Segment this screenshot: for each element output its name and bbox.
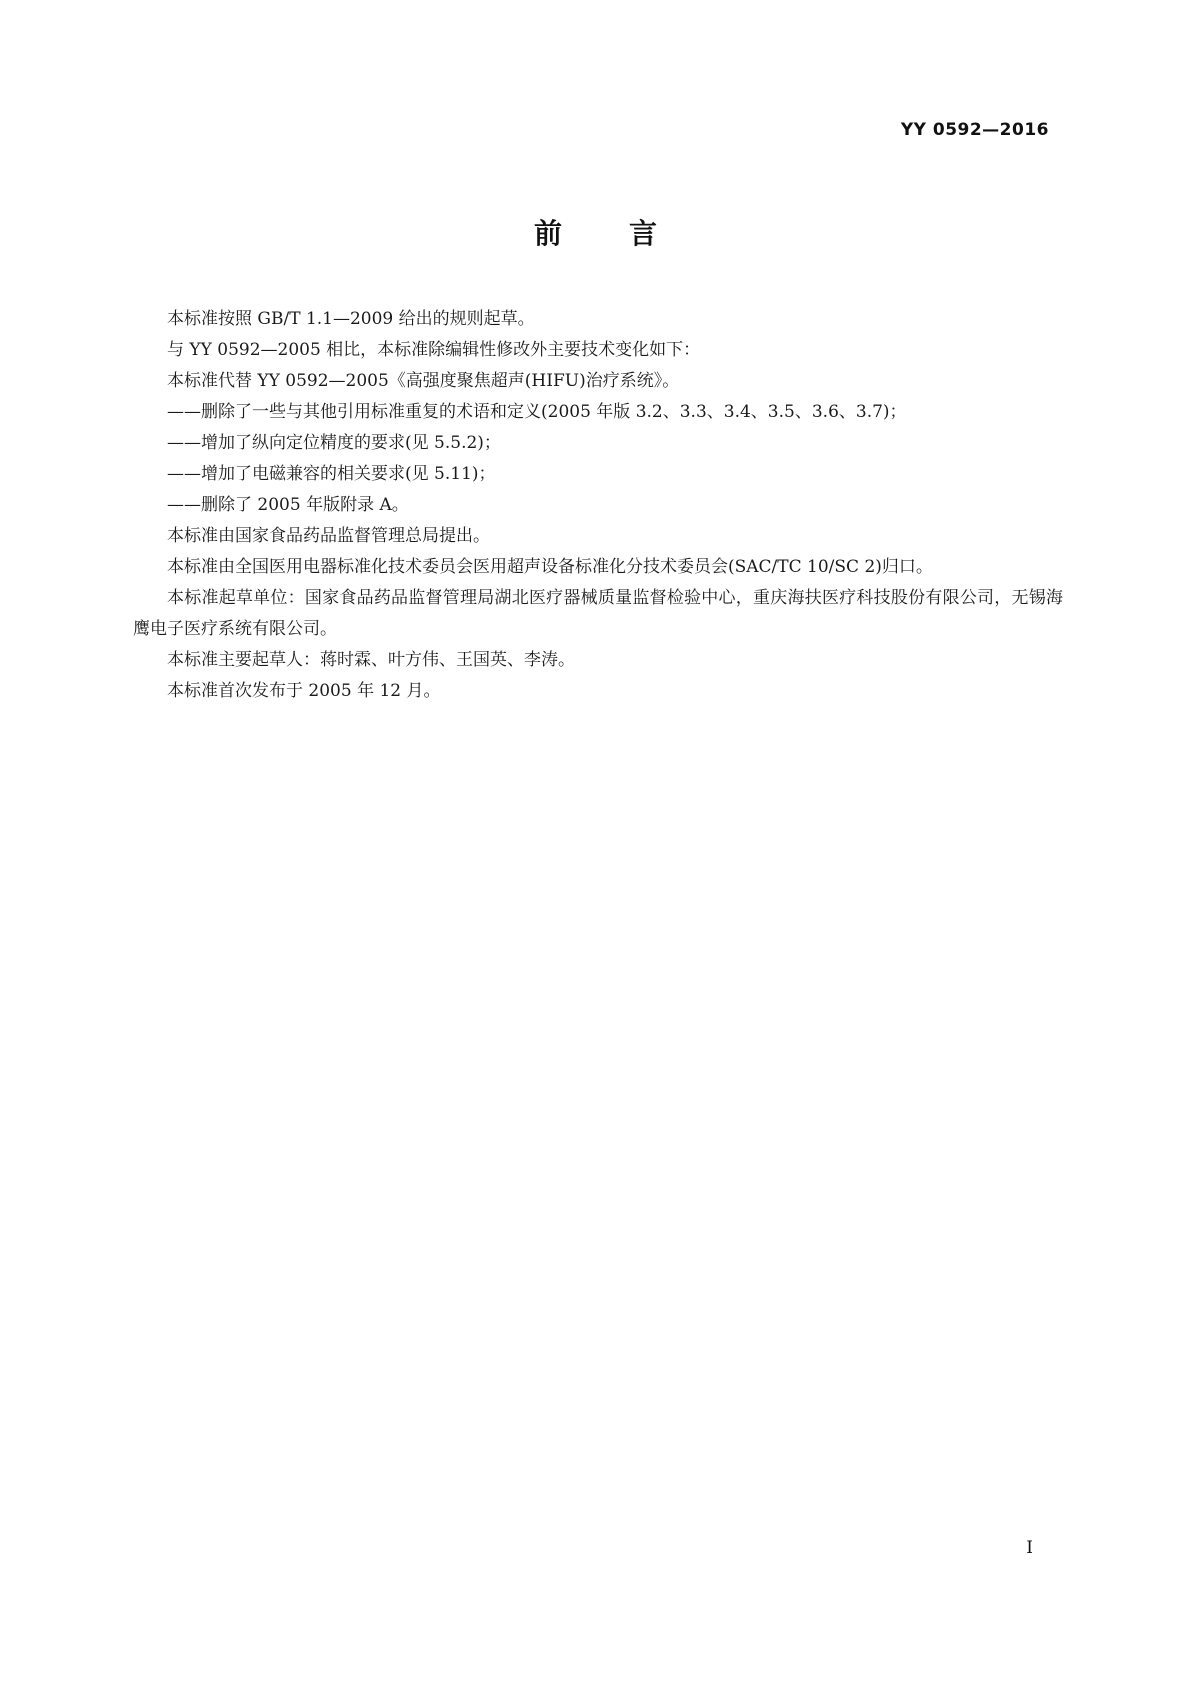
paragraph-replaces: 本标准代替 YY 0592—2005《高强度聚焦超声(HIFU)治疗系统》。 xyxy=(167,371,680,391)
page-number: I xyxy=(1026,1538,1033,1558)
list-item-change: ——删除了 2005 年版附录 A。 xyxy=(167,495,409,515)
paragraph-under-jurisdiction: 本标准由全国医用电器标准化技术委员会医用超声设备标准化分技术委员会(SAC/TC 10/SC 2)归口。 xyxy=(167,557,933,577)
paragraph-drafters: 本标准主要起草人：蒋时霖、叶方伟、王国英、李涛。 xyxy=(167,650,575,670)
paragraph-changes-intro: 与 YY 0592—2005 相比，本标准除编辑性修改外主要技术变化如下： xyxy=(167,340,701,360)
page-title xyxy=(0,212,1191,252)
title-char-1: 前 xyxy=(533,217,562,250)
standard-number: YY 0592—2016 xyxy=(900,120,1049,140)
paragraph-first-published: 本标准首次发布于 2005 年 12 月。 xyxy=(167,681,441,701)
foreword-body xyxy=(133,304,1063,707)
paragraph-drafting-rules: 本标准按照 GB/T 1.1—2009 给出的规则起草。 xyxy=(167,309,535,329)
title-char-2: 言 xyxy=(628,217,657,250)
list-item-change: ——增加了电磁兼容的相关要求(见 5.11)； xyxy=(167,464,496,484)
list-item-change: ——增加了纵向定位精度的要求(见 5.5.2)； xyxy=(167,433,501,453)
paragraph-drafting-units: 本标准起草单位：国家食品药品监督管理局湖北医疗器械质量监督检验中心，重庆海扶医疗科技股份有限公司，无锡海鹰电子医疗系统有限公司。 xyxy=(133,588,1063,639)
paragraph-proposed-by: 本标准由国家食品药品监督管理总局提出。 xyxy=(167,526,490,546)
list-item-change: ——删除了一些与其他引用标准重复的术语和定义(2005 年版 3.2、3.3、3.4、3.5、3.6、3.7)； xyxy=(167,402,907,422)
